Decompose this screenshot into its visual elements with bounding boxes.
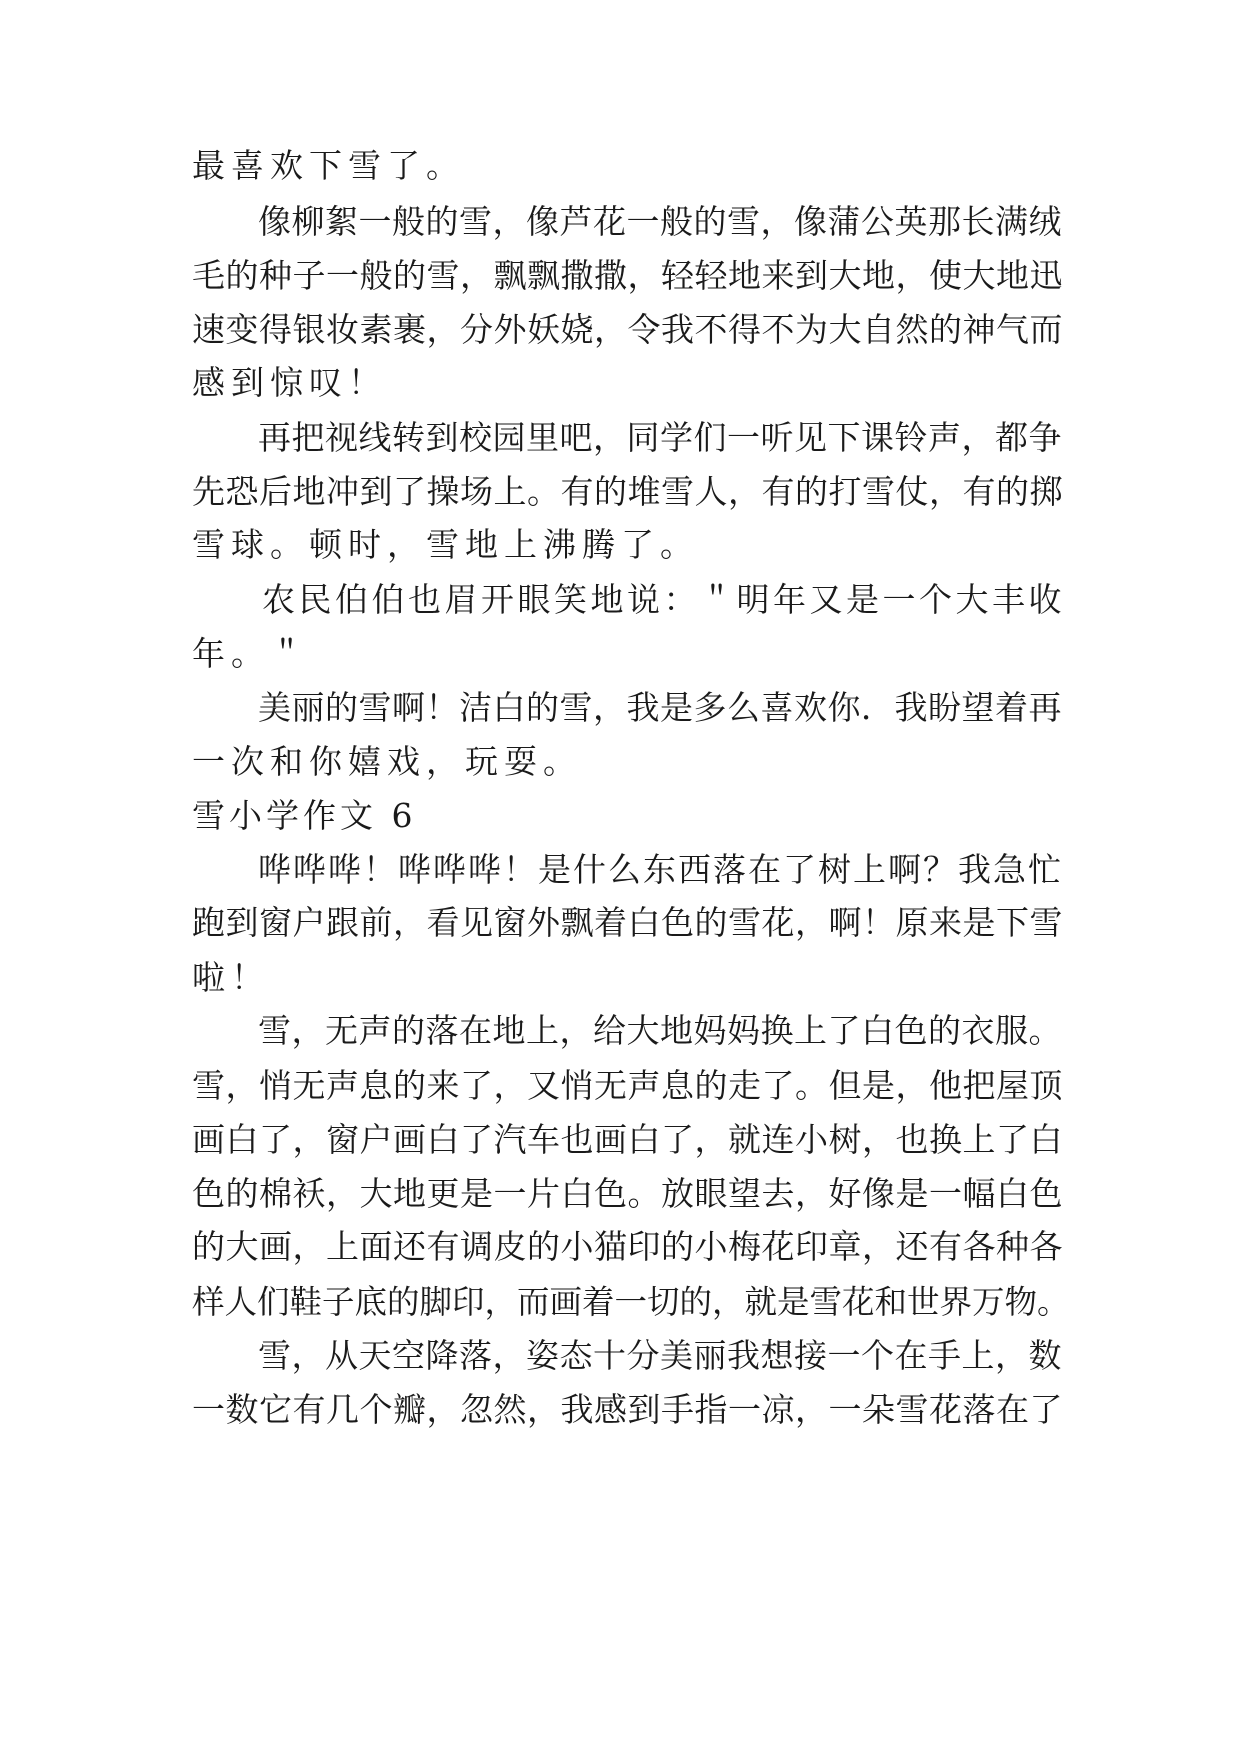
text-line: 雪球。顿时，雪地上沸腾了。 — [192, 525, 699, 564]
paragraph-start-line: 像柳絮一般的雪，像芦花一般的雪，像蒲公英那长满绒 — [258, 202, 1062, 241]
text-line: 雪，悄无声息的来了，又悄无声息的走了。但是，他把屋顶 — [192, 1066, 1063, 1105]
text-line: 画白了，窗户画白了汽车也画白了，就连小树，也换上了白 — [192, 1120, 1063, 1159]
text-line: 色的棉袄，大地更是一片白色。放眼望去，好像是一幅白色 — [192, 1174, 1063, 1213]
paragraph-start-line: 美丽的雪啊！洁白的雪，我是多么喜欢你．我盼望着再 — [258, 688, 1062, 727]
text-line: 样人们鞋子底的脚印，而画着一切的，就是雪花和世界万物。 — [192, 1283, 1070, 1321]
paragraph-start-line: 农民伯伯也眉开眼笑地说：＂明年又是一个大丰收 — [262, 580, 1065, 619]
paragraph-start-line: 雪，从天空降落，姿态十分美丽我想接一个在手上，数 — [258, 1336, 1062, 1375]
text-line: 一次和你嬉戏，玩耍。 — [192, 742, 582, 781]
paragraph-start-line: 再把视线转到校园里吧，同学们一听见下课铃声，都争 — [258, 418, 1062, 457]
text-line: 的大画，上面还有调皮的小猫印的小梅花印章，还有各种各 — [192, 1227, 1063, 1266]
text-line: 速变得银妆素裹，分外妖娆，令我不得不为大自然的神气而 — [192, 310, 1063, 349]
text-line: 一数它有几个瓣，忽然，我感到手指一凉，一朵雪花落在了 — [192, 1390, 1063, 1429]
text-line: 啦！ — [192, 958, 270, 997]
paragraph-start-line: 雪，无声的落在地上，给大地妈妈换上了白色的衣服。 — [258, 1011, 1062, 1050]
text-line: 最喜欢下雪了。 — [192, 146, 465, 185]
text-line: 年。＂ — [192, 634, 309, 673]
text-line: 毛的种子一般的雪，飘飘撒撒，轻轻地来到大地，使大地迅 — [192, 256, 1063, 295]
paragraph-start-line: 哗哗哗！哗哗哗！是什么东西落在了树上啊？我急忙 — [258, 850, 1063, 889]
section-heading: 雪小学作文 6 — [192, 796, 417, 835]
text-line: 先恐后地冲到了操场上。有的堆雪人，有的打雪仗，有的掷 — [192, 472, 1063, 511]
text-line: 跑到窗户跟前，看见窗外飘着白色的雪花，啊！原来是下雪 — [192, 903, 1063, 942]
text-line: 感到惊叹！ — [192, 363, 387, 402]
